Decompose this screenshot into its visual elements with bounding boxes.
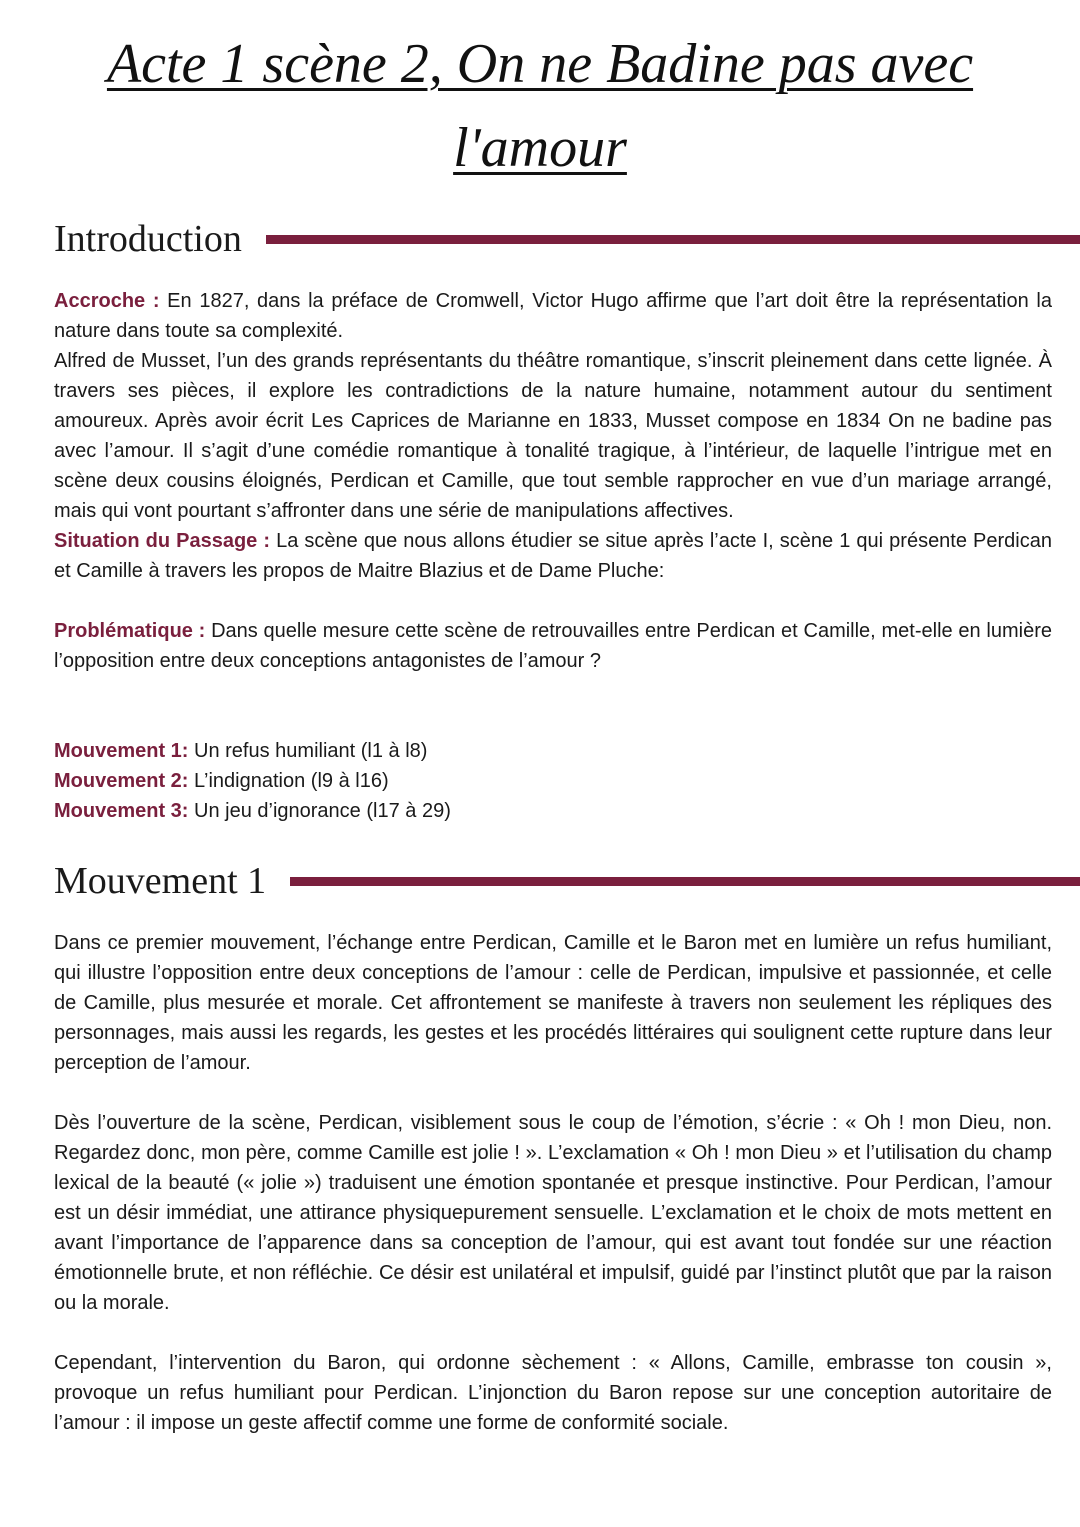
mouvement-text: L’indignation (l9 à l16) xyxy=(188,770,389,792)
mouvement1-body xyxy=(54,928,1052,1438)
accroche-label: Accroche : xyxy=(54,290,160,312)
section-heading-mouvement1: Mouvement 1 xyxy=(54,860,267,902)
body-paragraph: Dès l’ouverture de la scène, Perdican, visiblement sous le coup de l’émotion, s’écrie : « Oh ! mon Dieu, non. Regardez donc, mon père, comme Camille est jolie ! ». L’exclamation « Oh ! mon Dieu » et l’utilisation du champ lexical de la beauté (« jolie ») traduisent une émotion spontanée et presque instinctive. Pour Perdican, l’amour est un désir immédiat, une attirance physiquepurement sensuelle. L’exclamation et le choix de mots mettent en avant l’importance de l’apparence dans sa conception de l’amour, qui est avant tout fondée sur une réaction émotionnelle brute, et non réfléchie. Ce désir est unilatéral et impulsif, guidé par l’instinct plutôt que par la raison ou la morale. xyxy=(54,1112,1052,1314)
situation-text: La scène que nous allons étudier se situe après l’acte I, scène 1 qui présente Perdican et Camille à travers les propos de Maitre Blazius et de Dame Pluche: xyxy=(54,530,1052,582)
problematique-paragraph xyxy=(54,616,1052,676)
mouvements-list xyxy=(54,736,1052,826)
mouvement-label: Mouvement 3: xyxy=(54,800,189,822)
situation-paragraph xyxy=(54,526,1052,586)
problematique-text: Dans quelle mesure cette scène de retrouvailles entre Perdican et Camille, met-elle en lumière l’opposition entre deux conceptions antagonistes de l’amour ? xyxy=(54,620,1052,672)
accroche-text: En 1827, dans la préface de Cromwell, Victor Hugo affirme que l’art doit être la représentation la nature dans toute sa complexité. xyxy=(54,290,1052,342)
mouvement-text: Un refus humiliant (l1 à l8) xyxy=(188,740,428,762)
section-heading-introduction: Introduction xyxy=(54,218,242,260)
document-title-line2: l'amour xyxy=(453,117,627,179)
section-divider xyxy=(290,877,1080,886)
mouvement1-header xyxy=(54,856,1080,906)
mouvement-text: Un jeu d’ignorance (l17 à 29) xyxy=(188,800,451,822)
mouvement-label: Mouvement 1: xyxy=(54,740,189,762)
body-paragraph: Dans ce premier mouvement, l’échange entre Perdican, Camille et le Baron met en lumière un refus humiliant, qui illustre l’opposition entre deux conceptions de l’amour : celle de Perdican, impulsive et passionnée, et celle de Camille, plus mesurée et morale. Cet affrontement se manifeste à travers non seulement les répliques des personnages, mais aussi les regards, les gestes et les procédés littéraires qui soulignent cette rupture dans leur perception de l’amour. xyxy=(54,932,1052,1074)
situation-label: Situation du Passage : xyxy=(54,530,271,552)
problematique-label: Problématique : xyxy=(54,620,206,642)
section-divider xyxy=(266,235,1080,244)
mouvement-label: Mouvement 2: xyxy=(54,770,189,792)
body-paragraph: Cependant, l’intervention du Baron, qui ordonne sèchement : « Allons, Camille, embrasse ton cousin », provoque un refus humiliant pour Perdican. L’injonction du Baron repose sur une conception autoritaire de l’amour : il impose un geste affectif comme une forme de conformité sociale. xyxy=(54,1352,1052,1434)
introduction-header xyxy=(54,214,1080,264)
accroche-paragraph xyxy=(54,286,1052,346)
mouvement-item xyxy=(54,766,1052,796)
mouvement-item xyxy=(54,796,1052,826)
introduction-body xyxy=(54,286,1052,676)
mouvement-item xyxy=(54,736,1052,766)
document-title-line1: Acte 1 scène 2, On ne Badine pas avec xyxy=(106,33,974,95)
musset-paragraph: Alfred de Musset, l’un des grands représentants du théâtre romantique, s’inscrit pleinement dans cette lignée. À travers ses pièces, il explore les contradictions de la nature humaine, notamment autour du sentiment amoureux. Après avoir écrit Les Caprices de Marianne en 1833, Musset compose en 1834 On ne badine pas avec l’amour. Il s’agit d’une comédie romantique à tonalité tragique, à l’intérieur, de laquelle l’intrigue met en scène deux cousins éloignés, Perdican et Camille, que tout semble rapprocher en vue d’un mariage arrangé, mais qui vont pourtant s’affronter dans une série de manipulations affectives. xyxy=(54,350,1052,522)
